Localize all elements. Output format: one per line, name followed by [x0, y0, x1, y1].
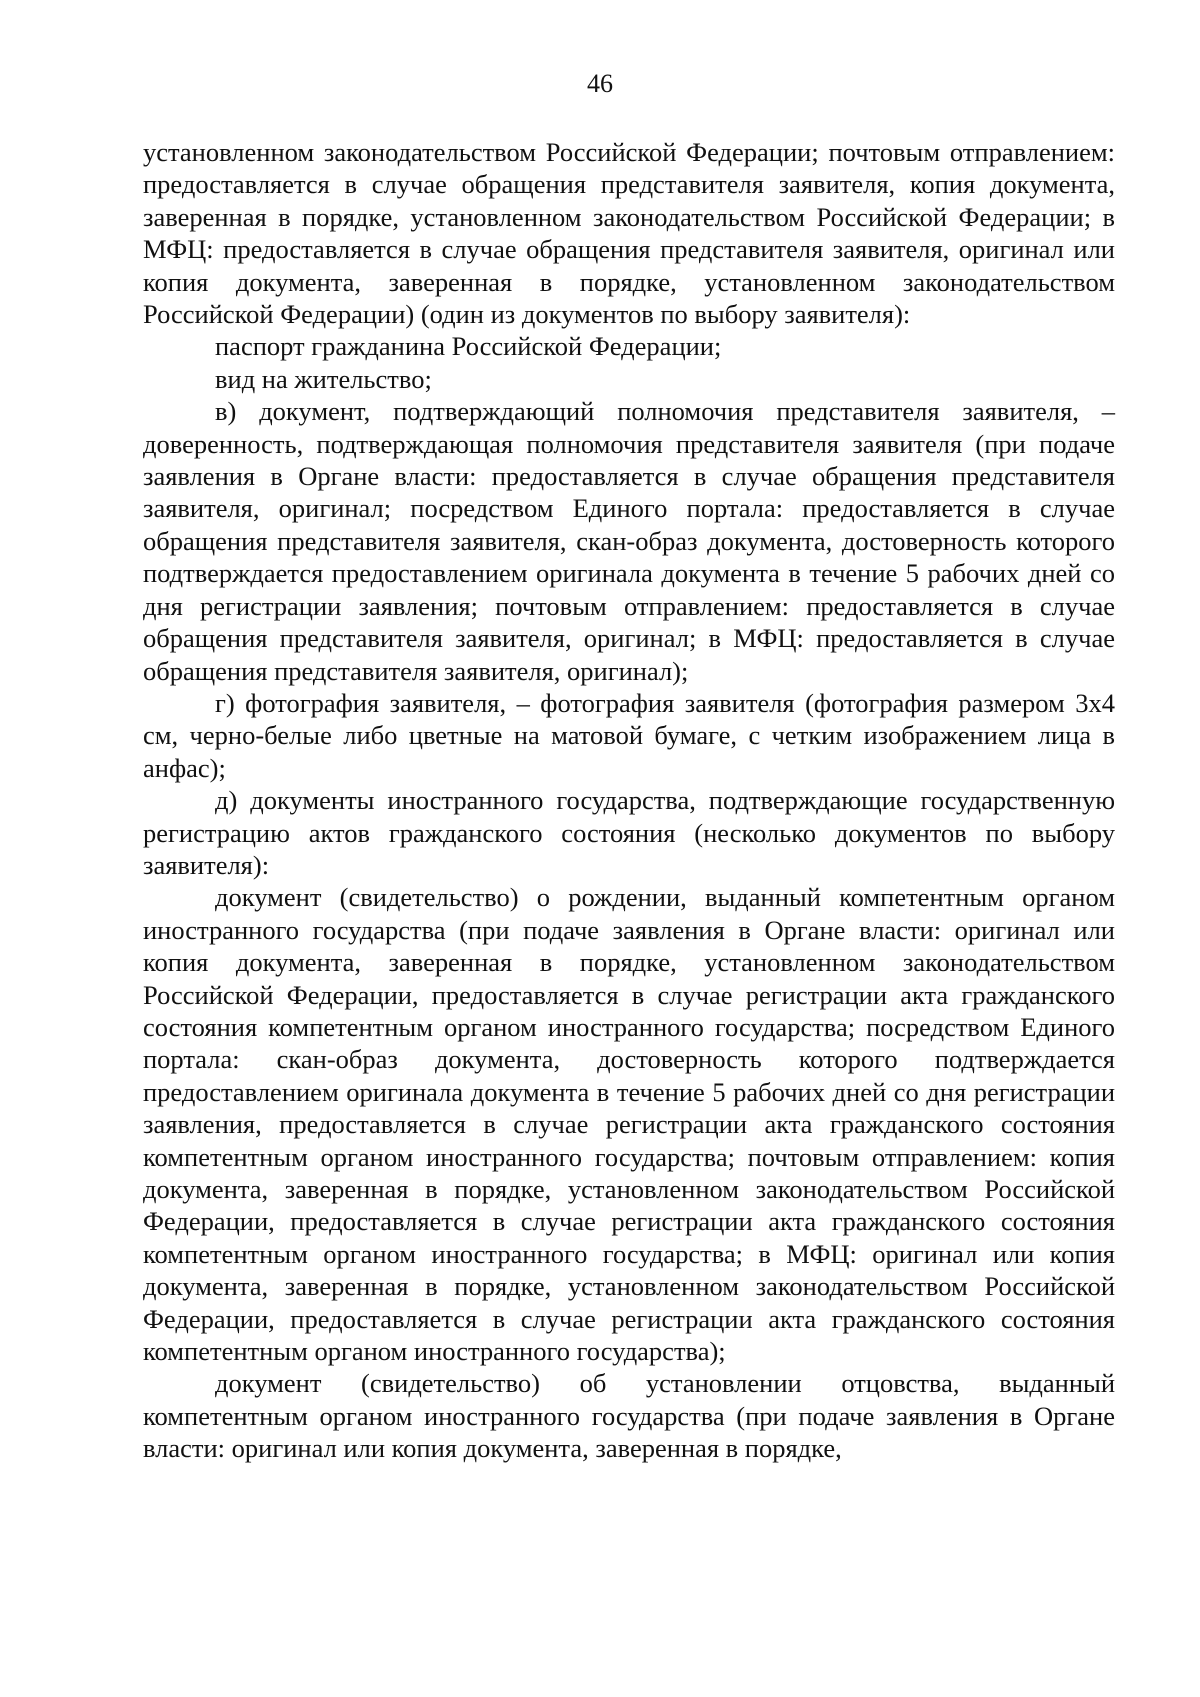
- paragraph-continuation: установленном законодательством Российской Федерации; почтовым отправлением: предоставляется в случае обращения представителя заявителя, копия документа, заверенная в порядке, установленном законодательством Российской Федерации; в МФЦ: предоставляется в случае обращения представителя заявителя, оригинал или копия документа, заверенная в порядке, установленном законодательством Российской Федерации) (один из документов по выбору заявителя):: [143, 137, 1115, 330]
- paragraph-birth-certificate: документ (свидетельство) о рождении, выданный компетентным органом иностранного государства (при подаче заявления в Органе власти: оригинал или копия документа, заверенная в порядке, установленном законодательством Российской Федерации, предоставляется в случае регистрации акта гражданского состояния компетентным органом иностранного государства; посредством Единого портала: скан-образ документа, достоверность которого подтверждается предоставлением оригинала документа в течение 5 рабочих дней со дня регистрации заявления, предоставляется в случае регистрации акта гражданского состояния компетентным органом иностранного государства; почтовым отправлением: копия документа, заверенная в порядке, установленном законодательством Российской Федерации, предоставляется в случае регистрации акта гражданского состояния компетентным органом иностранного государства; в МФЦ: оригинал или копия документа, заверенная в порядке, установленном законодательством Российской Федерации, предоставляется в случае регистрации акта гражданского состояния компетентным органом иностранного государства);: [143, 882, 1115, 1367]
- page-number: 46: [587, 69, 613, 98]
- paragraph-passport: паспорт гражданина Российской Федерации;: [215, 331, 722, 362]
- paragraph-residence-permit: вид на жительство;: [215, 363, 432, 394]
- document-body: [143, 136, 1115, 1465]
- paragraph-paternity-certificate: документ (свидетельство) об установлении отцовства, выданный компетентным органом иностранного государства (при подаче заявления в Органе власти: оригинал или копия документа, заверенная в порядке,: [143, 1368, 1115, 1464]
- paragraph-item-d-foreign-documents: д) документы иностранного государства, подтверждающие государственную регистрацию актов гражданского состояния (несколько документов по выбору заявителя):: [143, 785, 1115, 880]
- paragraph-item-g-photo: г) фотография заявителя, – фотография заявителя (фотография размером 3х4 см, черно-белые либо цветные на матовой бумаге, с четким изображением лица в анфас);: [143, 687, 1115, 783]
- paragraph-item-v-power-of-attorney: в) документ, подтверждающий полномочия представителя заявителя, – доверенность, подтверждающая полномочия представителя заявителя (при подаче заявления в Органе власти: предоставляется в случае обращения представителя заявителя, оригинал; посредством Единого портала: предоставляется в случае обращения представителя заявителя, скан-образ документа, достоверность которого подтверждается предоставлением оригинала документа в течение 5 рабочих дней со дня регистрации заявления; почтовым отправлением: предоставляется в случае обращения представителя заявителя, оригинал; в МФЦ: предоставляется в случае обращения представителя заявителя, оригинал);: [143, 396, 1115, 686]
